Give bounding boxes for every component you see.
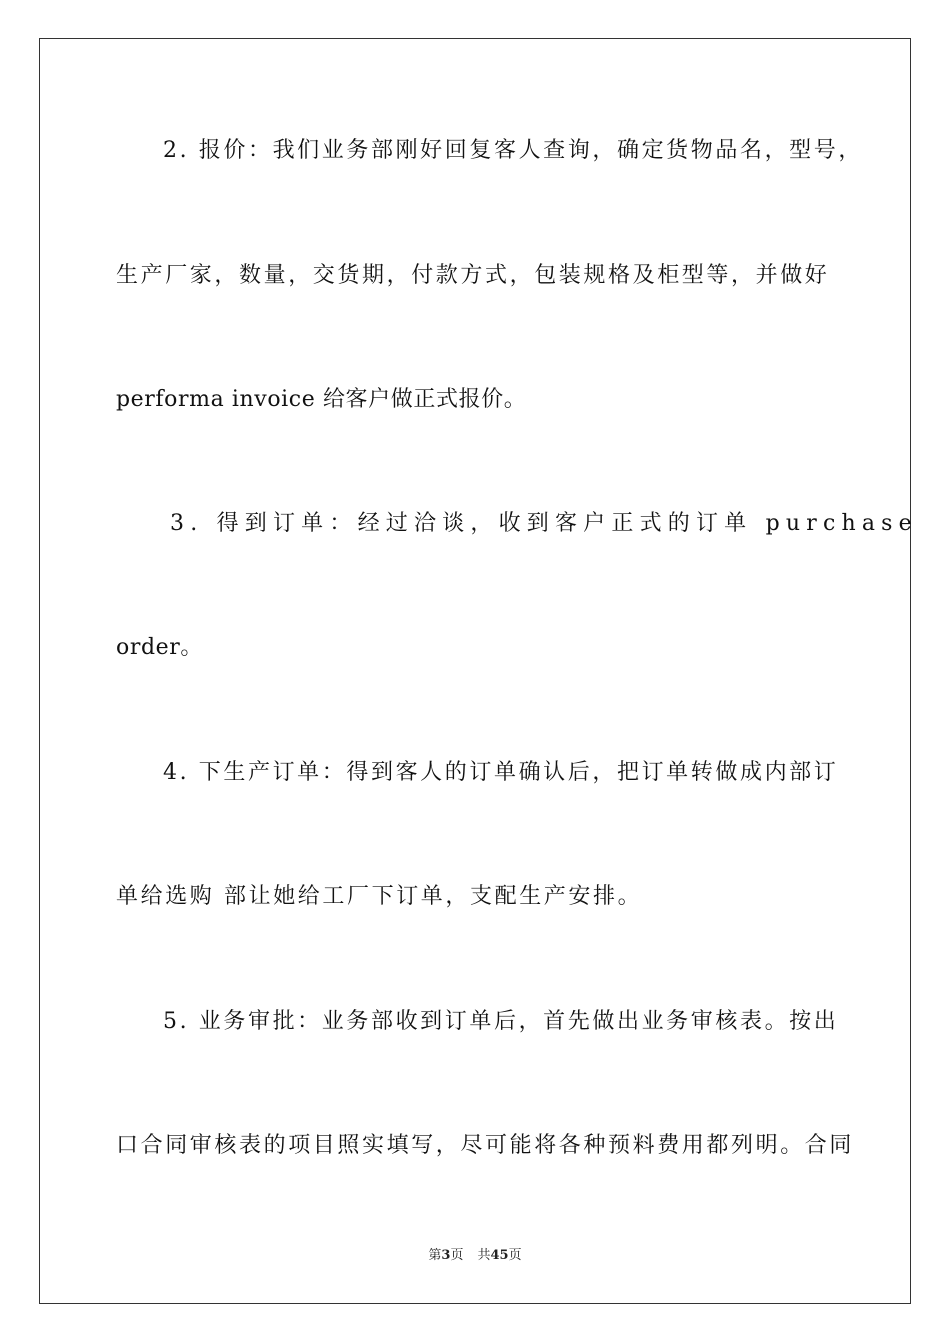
paragraph-4-line-2: 单给选购 部让她给工厂下订单，支配生产安排。 <box>116 884 643 909</box>
page-footer <box>0 1247 950 1265</box>
paragraph-3-line-2: order。 <box>116 635 203 660</box>
page-number: 3 <box>441 1248 451 1263</box>
paragraph-2-line-3: performa invoice 给客户做正式报价。 <box>116 387 527 412</box>
total-suffix: 页 <box>508 1248 522 1263</box>
total-prefix: 共 <box>477 1248 491 1263</box>
paragraph-3-line-1: 3. 得到订单：经过洽谈，收到客户正式的订单 purchase <box>170 511 918 536</box>
paragraph-5-line-1: 5. 业务审批：业务部收到订单后，首先做出业务审核表。按出 <box>163 1009 839 1034</box>
paragraph-4-line-1: 4. 下生产订单：得到客人的订单确认后，把订单转做成内部订 <box>163 760 839 785</box>
page-suffix: 页 <box>450 1248 464 1263</box>
paragraph-2-line-1: 2. 报价：我们业务部刚好回复客人查询，确定货物品名，型号， <box>163 138 863 163</box>
page-prefix: 第 <box>428 1248 442 1263</box>
paragraph-5-line-2: 口合同审核表的项目照实填写，尽可能将各种预料费用都列明。合同 <box>116 1133 855 1158</box>
page-frame <box>39 38 918 1304</box>
paragraph-2-line-2: 生产厂家，数量，交货期，付款方式，包装规格及柜型等，并做好 <box>116 263 830 288</box>
total-pages: 45 <box>490 1248 509 1263</box>
